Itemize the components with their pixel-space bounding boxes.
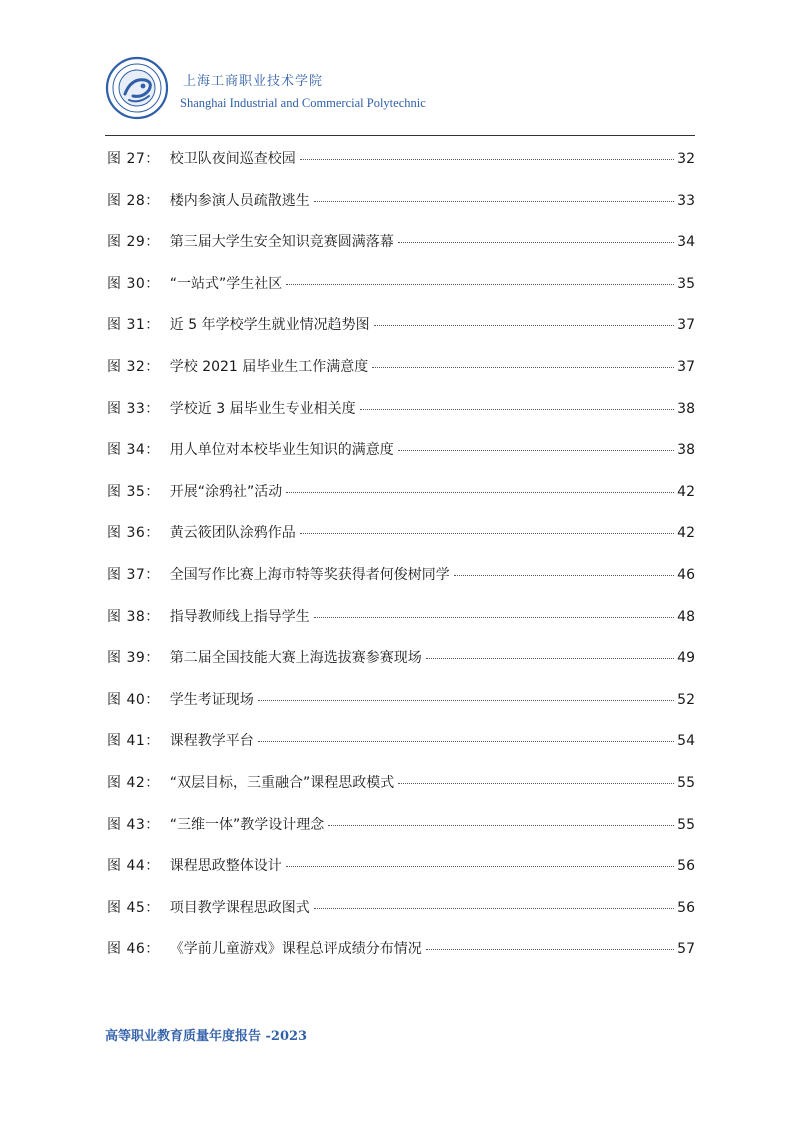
figure-number: 图 36：	[107, 525, 160, 542]
figure-number: 图 28：	[107, 192, 160, 209]
toc-entry[interactable]	[107, 772, 695, 814]
page-number: 38	[677, 442, 695, 459]
toc-entry[interactable]	[107, 730, 695, 772]
school-name-en: Shanghai Industrial and Commercial Polytechnic	[180, 96, 426, 110]
leader-dots	[398, 783, 674, 784]
toc-entry[interactable]	[107, 522, 695, 564]
toc-entry[interactable]	[107, 564, 695, 606]
figure-number: 图 30：	[107, 275, 160, 292]
figure-number: 图 38：	[107, 608, 160, 625]
figure-title: 学生考证现场	[169, 691, 254, 708]
leader-dots	[374, 325, 675, 326]
figure-number: 图 33：	[107, 400, 160, 417]
report-footer: 高等职业教育质量年度报告 -2023	[105, 1029, 308, 1044]
toc-entry[interactable]	[107, 897, 695, 939]
figure-number: 图 31：	[107, 317, 160, 334]
page-number: 56	[677, 899, 695, 916]
leader-dots	[258, 700, 674, 701]
toc-entry[interactable]	[107, 689, 695, 731]
page-number: 35	[677, 275, 695, 292]
toc-entry[interactable]	[107, 855, 695, 897]
figure-title: 学校 2021 届毕业生工作满意度	[169, 358, 369, 375]
leader-dots	[300, 159, 674, 160]
figure-title: 学校近 3 届毕业生专业相关度	[169, 400, 356, 417]
page-number: 52	[677, 691, 695, 708]
page-number: 38	[677, 400, 695, 417]
figure-number: 图 45：	[107, 899, 160, 916]
leader-dots	[426, 949, 674, 950]
leader-dots	[286, 492, 674, 493]
figure-list	[107, 148, 695, 980]
toc-entry[interactable]	[107, 938, 695, 980]
figure-title: 校卫队夜间巡查校园	[169, 151, 296, 167]
figure-title: “双层目标，三重融合”课程思政模式	[169, 774, 395, 791]
page-number: 34	[677, 234, 695, 251]
figure-number: 图 32：	[107, 358, 160, 375]
header-divider	[105, 135, 695, 136]
school-logo-icon	[105, 56, 169, 120]
figure-number: 图 44：	[107, 858, 160, 875]
figure-number: 图 39：	[107, 650, 160, 667]
page-number: 49	[677, 650, 695, 667]
school-name-cn: 上海工商职业技术学院	[183, 74, 324, 89]
figure-title: 课程教学平台	[169, 733, 254, 750]
leader-dots	[286, 866, 674, 867]
figure-number: 图 40：	[107, 691, 160, 708]
figure-number: 图 35：	[107, 483, 160, 500]
figure-title: 项目教学课程思政图式	[169, 899, 310, 916]
figure-title: 全国写作比赛上海市特等奖获得者何俊树同学	[169, 566, 450, 583]
leader-dots	[286, 284, 674, 285]
leader-dots	[426, 658, 674, 659]
figure-number: 图 46：	[107, 941, 160, 958]
page-number: 42	[677, 483, 695, 500]
toc-entry[interactable]	[107, 439, 695, 481]
toc-entry[interactable]	[107, 481, 695, 523]
page-number: 55	[677, 816, 695, 833]
figure-title: 开展“涂鸦社”活动	[169, 483, 283, 500]
toc-entry[interactable]	[107, 647, 695, 689]
toc-entry[interactable]	[107, 814, 695, 856]
leader-dots	[314, 201, 674, 202]
page-number: 37	[677, 358, 695, 375]
figure-title: “三维一体”教学设计理念	[169, 816, 325, 833]
page-number: 57	[677, 941, 695, 958]
page-number: 42	[677, 525, 695, 542]
toc-entry[interactable]	[107, 356, 695, 398]
leader-dots	[360, 409, 675, 410]
leader-dots	[314, 908, 674, 909]
toc-entry[interactable]	[107, 273, 695, 315]
figure-number: 图 27：	[107, 151, 160, 167]
figure-number: 图 42：	[107, 774, 160, 791]
page-number: 55	[677, 774, 695, 791]
leader-dots	[258, 741, 674, 742]
figure-title: 黄云筱团队涂鸦作品	[169, 525, 296, 542]
page-header	[105, 56, 695, 136]
page-number: 33	[677, 192, 695, 209]
page-number: 46	[677, 566, 695, 583]
leader-dots	[454, 575, 674, 576]
figure-title: 第三届大学生安全知识竞赛圆满落幕	[169, 234, 394, 251]
figure-number: 图 41：	[107, 733, 160, 750]
toc-entry[interactable]	[107, 231, 695, 273]
page-number: 54	[677, 733, 695, 750]
page-number: 56	[677, 858, 695, 875]
figure-title: 课程思政整体设计	[169, 858, 282, 875]
leader-dots	[398, 450, 674, 451]
figure-title: 指导教师线上指导学生	[169, 608, 310, 625]
page-number: 37	[677, 317, 695, 334]
leader-dots	[372, 367, 674, 368]
figure-number: 图 29：	[107, 234, 160, 251]
figure-title: 《学前儿童游戏》课程总评成绩分布情况	[169, 941, 422, 958]
leader-dots	[398, 242, 674, 243]
toc-entry[interactable]	[107, 606, 695, 648]
figure-title: “一站式”学生社区	[169, 275, 283, 292]
toc-entry[interactable]	[107, 190, 695, 232]
page-number: 48	[677, 608, 695, 625]
figure-number: 图 43：	[107, 816, 160, 833]
figure-title: 用人单位对本校毕业生知识的满意度	[169, 442, 394, 459]
leader-dots	[314, 617, 674, 618]
toc-entry[interactable]	[107, 148, 695, 190]
figure-title: 第二届全国技能大赛上海选拔赛参赛现场	[169, 650, 422, 667]
toc-entry[interactable]	[107, 398, 695, 440]
leader-dots	[300, 533, 674, 534]
figure-title: 近 5 年学校学生就业情况趋势图	[169, 317, 370, 334]
leader-dots	[328, 825, 674, 826]
figure-number: 图 37：	[107, 566, 160, 583]
figure-title: 楼内参演人员疏散逃生	[169, 192, 310, 209]
page-number: 32	[677, 151, 695, 167]
toc-entry[interactable]	[107, 314, 695, 356]
figure-number: 图 34：	[107, 442, 160, 459]
